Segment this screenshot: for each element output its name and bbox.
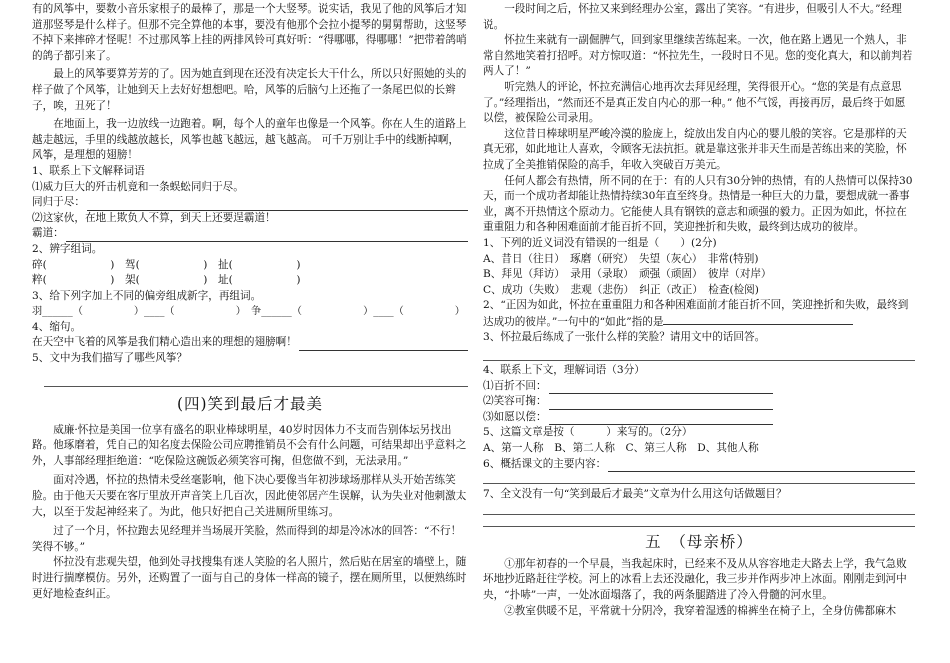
story-paragraph: 过了一个月，怀拉跑去见经理并当场展开笑脸，然而得到的却是冷冰冰的回答：“不行！笑得不够。” <box>32 525 462 553</box>
answer-blank[interactable] <box>549 413 773 425</box>
passage-paragraph: 有的风筝中，要数小音乐家根子的最棒了，那是一个大竖琴。说实话，我见了他的风筝后才知道那竖琴是什么样子。但那不完全算他的本事，要没有他那个会拉小提琴的舅舅帮助，这竖琴不掉下来摔碎才怪呢！不过那风筝上挂的两排风铃可真好听：“得哪哪，得哪哪！”把带着鸽哨的鸽子都引来了。 <box>32 3 467 62</box>
question-5: 5、文中为我们描写了哪些风筝？ <box>32 352 188 365</box>
question-4: 4、缩句。 <box>32 320 82 333</box>
story-paragraph: 听完熟人的评论，怀拉充满信心地再次去拜见经理，笑得很开心。“您的笑是有点意思了。”经理指出，“然而还不是真正发自内心的那一种。” 他不气馁，再接再厉，最后终于如愿以偿，被保险公司录用。 <box>483 80 906 125</box>
question-3: 3、怀拉最后练成了一张什么样的笑脸？请用文中的话回答。 <box>483 331 766 344</box>
answer-blank[interactable] <box>608 460 915 472</box>
radical-row: 羽______（ ）____（ ） 争______（ ）____（ ） <box>32 306 465 318</box>
answer-blank[interactable] <box>483 503 915 515</box>
question-3: 3、给下列字加上不同的偏旁组成新字，再组词。 <box>32 289 262 302</box>
passage-paragraph: 在地面上，我一边放线一边跑着。啊，每个人的童年也像是一个风筝。你在人生的道路上越走越远，手里的线越放越长，风筝也越飞越远，越飞越高。 可千万别让手中的线断掉啊，风筝，是理想的翅膀！ <box>32 118 467 162</box>
story-paragraph: ①那年初春的一个早晨，当我起床时，已经来不及从从容容地走大路去上学，我气急败坏地抄近路赶往学校。河上的冰看上去还没融化，我三步并作两步冲上冰面。刚刚走到河中央，“扑哧”一声，一处冰面塌落了，我的两条腿踏进了冷入骨髓的河水里。 <box>483 557 907 601</box>
option-row: A、第一人称 B、第二人称 C、第三人称 D、其他人称 <box>483 442 759 455</box>
answer-label: 霸道： <box>32 227 64 240</box>
term-label: ⑵笑容可掬： <box>483 395 547 408</box>
question-2-text: 2、“正因为如此，怀拉在重重阻力和各种困难面前才能百折不回，笑迎挫折和失败，最终到达成功的彼岸。”一句中的“如此”指的是 <box>483 299 909 328</box>
answer-blank[interactable] <box>483 515 915 527</box>
question-1a-sentence: ⑴威力巨大的歼击机竟和一条蜈蚣同归于尽。 <box>32 180 244 193</box>
answer-blank[interactable] <box>87 199 468 211</box>
section-title: (四)笑到最后才最美 <box>176 394 324 413</box>
term-label: ⑶如愿以偿： <box>483 410 547 423</box>
story-paragraph: ②教室供暖不足，平常就十分阴冷，我穿着湿透的棉裤坐在椅子上，全身仿佛都麻木 <box>504 604 897 617</box>
answer-blank[interactable] <box>483 349 915 361</box>
passage-paragraph: 最上的风筝要算芳芳的了。因为她直到现在还没有决定长大干什么，所以只好照她的头的样子做了个风筝，让她到天上去好好想想吧。哈，风筝的后脑勺上还拖了一条尾巴似的长辫子，唉，丑死了！ <box>32 68 467 112</box>
option-row: B、拜见（拜访） 录用（录取） 顽强（顽固） 彼岸（对岸） <box>483 268 772 281</box>
question-5: 5、这篇文章是按（ ）来写的。（2分） <box>483 426 693 439</box>
answer-blank[interactable] <box>299 339 468 351</box>
question-4: 4、联系上下文，理解词语（3分） <box>483 364 645 377</box>
question-2 <box>483 298 915 330</box>
answer-blank[interactable] <box>663 314 853 325</box>
story-paragraph: 面对冷遇，怀拉的热情未受丝毫影响，他下决心要像当年初涉球场那样从头开始苦练笑脸。由于他天天要在客厅里放开声音笑上几百次，因此使邻居产生误解，认为失业对他刺激太大，以至于发起神经来了。为此，他只好把自己关进厕所里练习。 <box>32 474 467 518</box>
answer-blank[interactable] <box>483 472 915 484</box>
term-label: ⑴百折不回： <box>483 379 547 392</box>
sentence-to-shorten: 在天空中飞着的风筝是我们精心造出来的理想的翅膀啊！ <box>32 336 297 349</box>
answer-line <box>483 379 773 395</box>
question-7: 7、全文没有一句“笑到最后才最美”文章为什么用这句话做题目？ <box>483 488 787 501</box>
answer-blank[interactable] <box>66 230 468 242</box>
answer-line-4 <box>32 335 468 351</box>
story-paragraph: 一段时间之后，怀拉又来到经理办公室，露出了笑容。“有进步，但吸引人不大。”经理说。 <box>483 3 902 31</box>
story-paragraph: 任何人都会有热情，所不同的在于：有的人只有30分钟的热情，有的人热情可以保持30天，而一个成功者却能让热情持续30年直至终身。热情是一种巨大的力量，要想成就一番事业，离不开热情这个原动力。它能使人具有钢铁的意志和顽强的毅力。正因为如此，怀拉在重重阻力和各种困难面前才能百折不回，笑迎挫折和失败，最终到达成功的彼岸。 <box>483 174 913 234</box>
answer-blank[interactable] <box>44 375 468 387</box>
right-column <box>483 0 915 619</box>
question-1b-sentence: ⑵这家伙，在地上欺负人不算，到天上还要逞霸道！ <box>32 211 276 224</box>
answer-line-6 <box>483 457 915 473</box>
answer-line-1a <box>32 195 468 211</box>
answer-label: 同归于尽： <box>32 196 85 209</box>
option-row: C、成功（失败） 悲观（悲伤） 纠正（改正） 检查(检阅) <box>483 283 759 296</box>
answer-line <box>483 410 773 426</box>
question-2: 2、辨字组词。 <box>32 242 103 255</box>
story-paragraph: 怀拉生来就有一副倔脾气，回到家里继续苦练起来。一次，他在路上遇见一个熟人，非常自然地笑着打招呼。对方惊叹道：“怀拉先生，一段时日不见。您的变化真大，和以前判若两人了！” <box>483 34 913 78</box>
question-1: 1、下列的近义词没有错误的一组是（ ）(2分) <box>483 236 717 249</box>
story-paragraph: 怀拉没有悲观失望，他到处寻找搜集有迷人笑脸的名人照片，然后贴在居室的墙壁上，随时进行揣摩模仿。另外，还购置了一面与自己的身体一样高的镜子，摆在厕所里，以便熟练时更好地检查纠正。 <box>32 556 467 600</box>
word-row-2: 粹( ) 架( ) 址( ) <box>32 274 301 287</box>
option-row: A、昔日（往日） 琢磨（研究） 失望（灰心） 非常(特别) <box>483 252 759 265</box>
question-1: 1、联系上下文解释词语 <box>32 164 145 177</box>
answer-blank[interactable] <box>549 382 773 394</box>
section-title: 五 （母亲桥） <box>645 532 753 551</box>
story-paragraph: 这位昔日棒球明星严峻冷漠的脸庞上，绽放出发自内心的婴儿般的笑容。它是那样的天真无邪，如此地让人喜欢，令顾客无法抗拒。就是靠这张并非天生而是苦练出来的笑脸，怀拉成了全美推销保险的高手，年收入突破百万美元。 <box>483 127 907 171</box>
story-paragraph: 威廉·怀拉是美国一位享有盛名的职业棒球明星，40岁时因体力不支而告别体坛另找出路。他琢磨着，凭自己的知名度去保险公司应聘推销员不会有什么问题，可结果却出乎意料之外，人事部经理拒绝道：“吃保险这碗饭必须笑容可掬，但您做不到，无法录用。” <box>32 423 467 467</box>
answer-line <box>483 394 773 410</box>
question-6: 6、概括课文的主要内容： <box>483 457 607 470</box>
left-column <box>32 0 468 602</box>
answer-blank[interactable] <box>549 398 773 410</box>
word-row-1: 碎( ) 驾( ) 扯( ) <box>32 258 301 271</box>
answer-line-1b <box>32 226 468 242</box>
